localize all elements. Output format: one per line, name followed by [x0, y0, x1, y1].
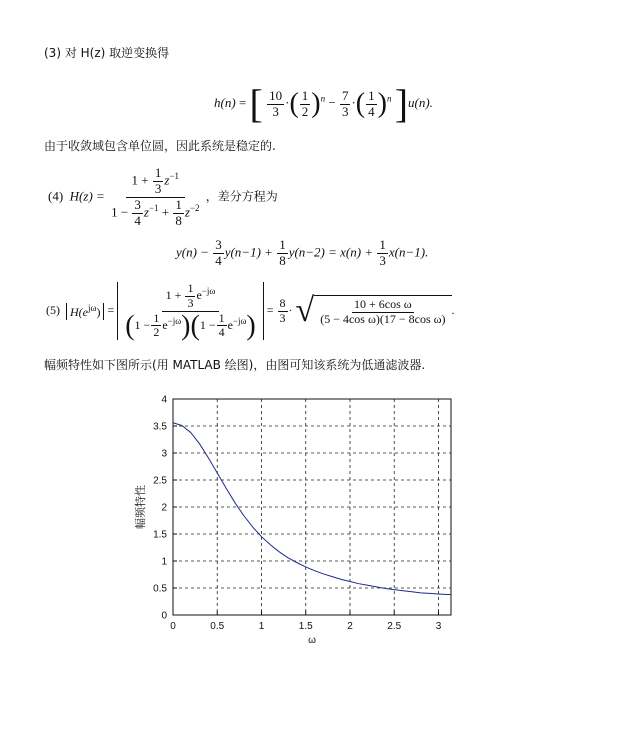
y-tick-label: 2 [161, 502, 167, 514]
y-tick-label: 0.5 [153, 583, 167, 595]
equation-hz: (4) H(z) = 1 + $\frac{1}{3}$ $z^{-1}$ 1 − $\frac{3}{4}$ $z^{-1}$ + $\frac{1}{8}$ $z^{-2}$ ，差分方程为 [48, 165, 278, 228]
x-tick-label: 0.5 [210, 621, 225, 632]
series-line [173, 423, 451, 595]
y-tick-label: 2.5 [153, 475, 167, 487]
x-tick-label: 3 [435, 621, 442, 632]
x-tick-label: 1 [258, 621, 265, 632]
y-axis-label: 幅频特性 [134, 485, 147, 529]
part3-intro: (3) 对 H(z) 取逆变换得 [44, 46, 170, 60]
stability-statement: 由于收敛域包含单位圆，因此系统是稳定的. [44, 139, 276, 153]
y-tick-label: 3.5 [153, 421, 167, 433]
magnitude-response-chart [130, 390, 460, 650]
y-tick-label: 1 [161, 556, 167, 568]
y-tick-label: 1.5 [153, 529, 167, 541]
difference-equation: y(n) − $\frac{3}{4}$ y(n−1) + $\frac{1}{8}$ y(n−2) = x(n) + $\frac{1}{3}$ x(n−1). [176, 237, 429, 268]
y-tick-label: 0 [161, 610, 167, 622]
equation-magnitude: (5) $H(e^{j\omega})$ = 1 + $\frac{1}{3}$ $e^{-j\omega}$ (1 − $\frac{1}{2}$ $e^{-j\omega})(1$ − $\frac{1}{4}$ $e^{-j\omega}$) = $\frac{8}{3}$ · √ $\frac{\text{10 + 6cos ω}}{\text{(5 − 4cos ω)(17 − 8cos ω)}}$ . [46, 281, 455, 341]
x-tick-label: 0 [170, 621, 176, 632]
x-tick-label: 1.5 [298, 621, 313, 632]
y-tick-label: 3 [161, 448, 167, 460]
x-axis-label: ω [308, 635, 316, 646]
x-tick-label: 2 [347, 621, 353, 632]
equation-hn: h(n) = [ $\frac{10}{3}$ ·( $\frac{1}{2}$ )$^n$ − $\frac{7}{3}$ ·( $\frac{1}{4}$ )$^n$ ]u(n). [214, 81, 433, 126]
x-tick-label: 2.5 [387, 621, 402, 632]
figure-caption-text: 幅频特性如下图所示(用 MATLAB 绘图)，由图可知该系统为低通滤波器. [44, 358, 426, 372]
y-tick-label: 4 [161, 394, 167, 406]
